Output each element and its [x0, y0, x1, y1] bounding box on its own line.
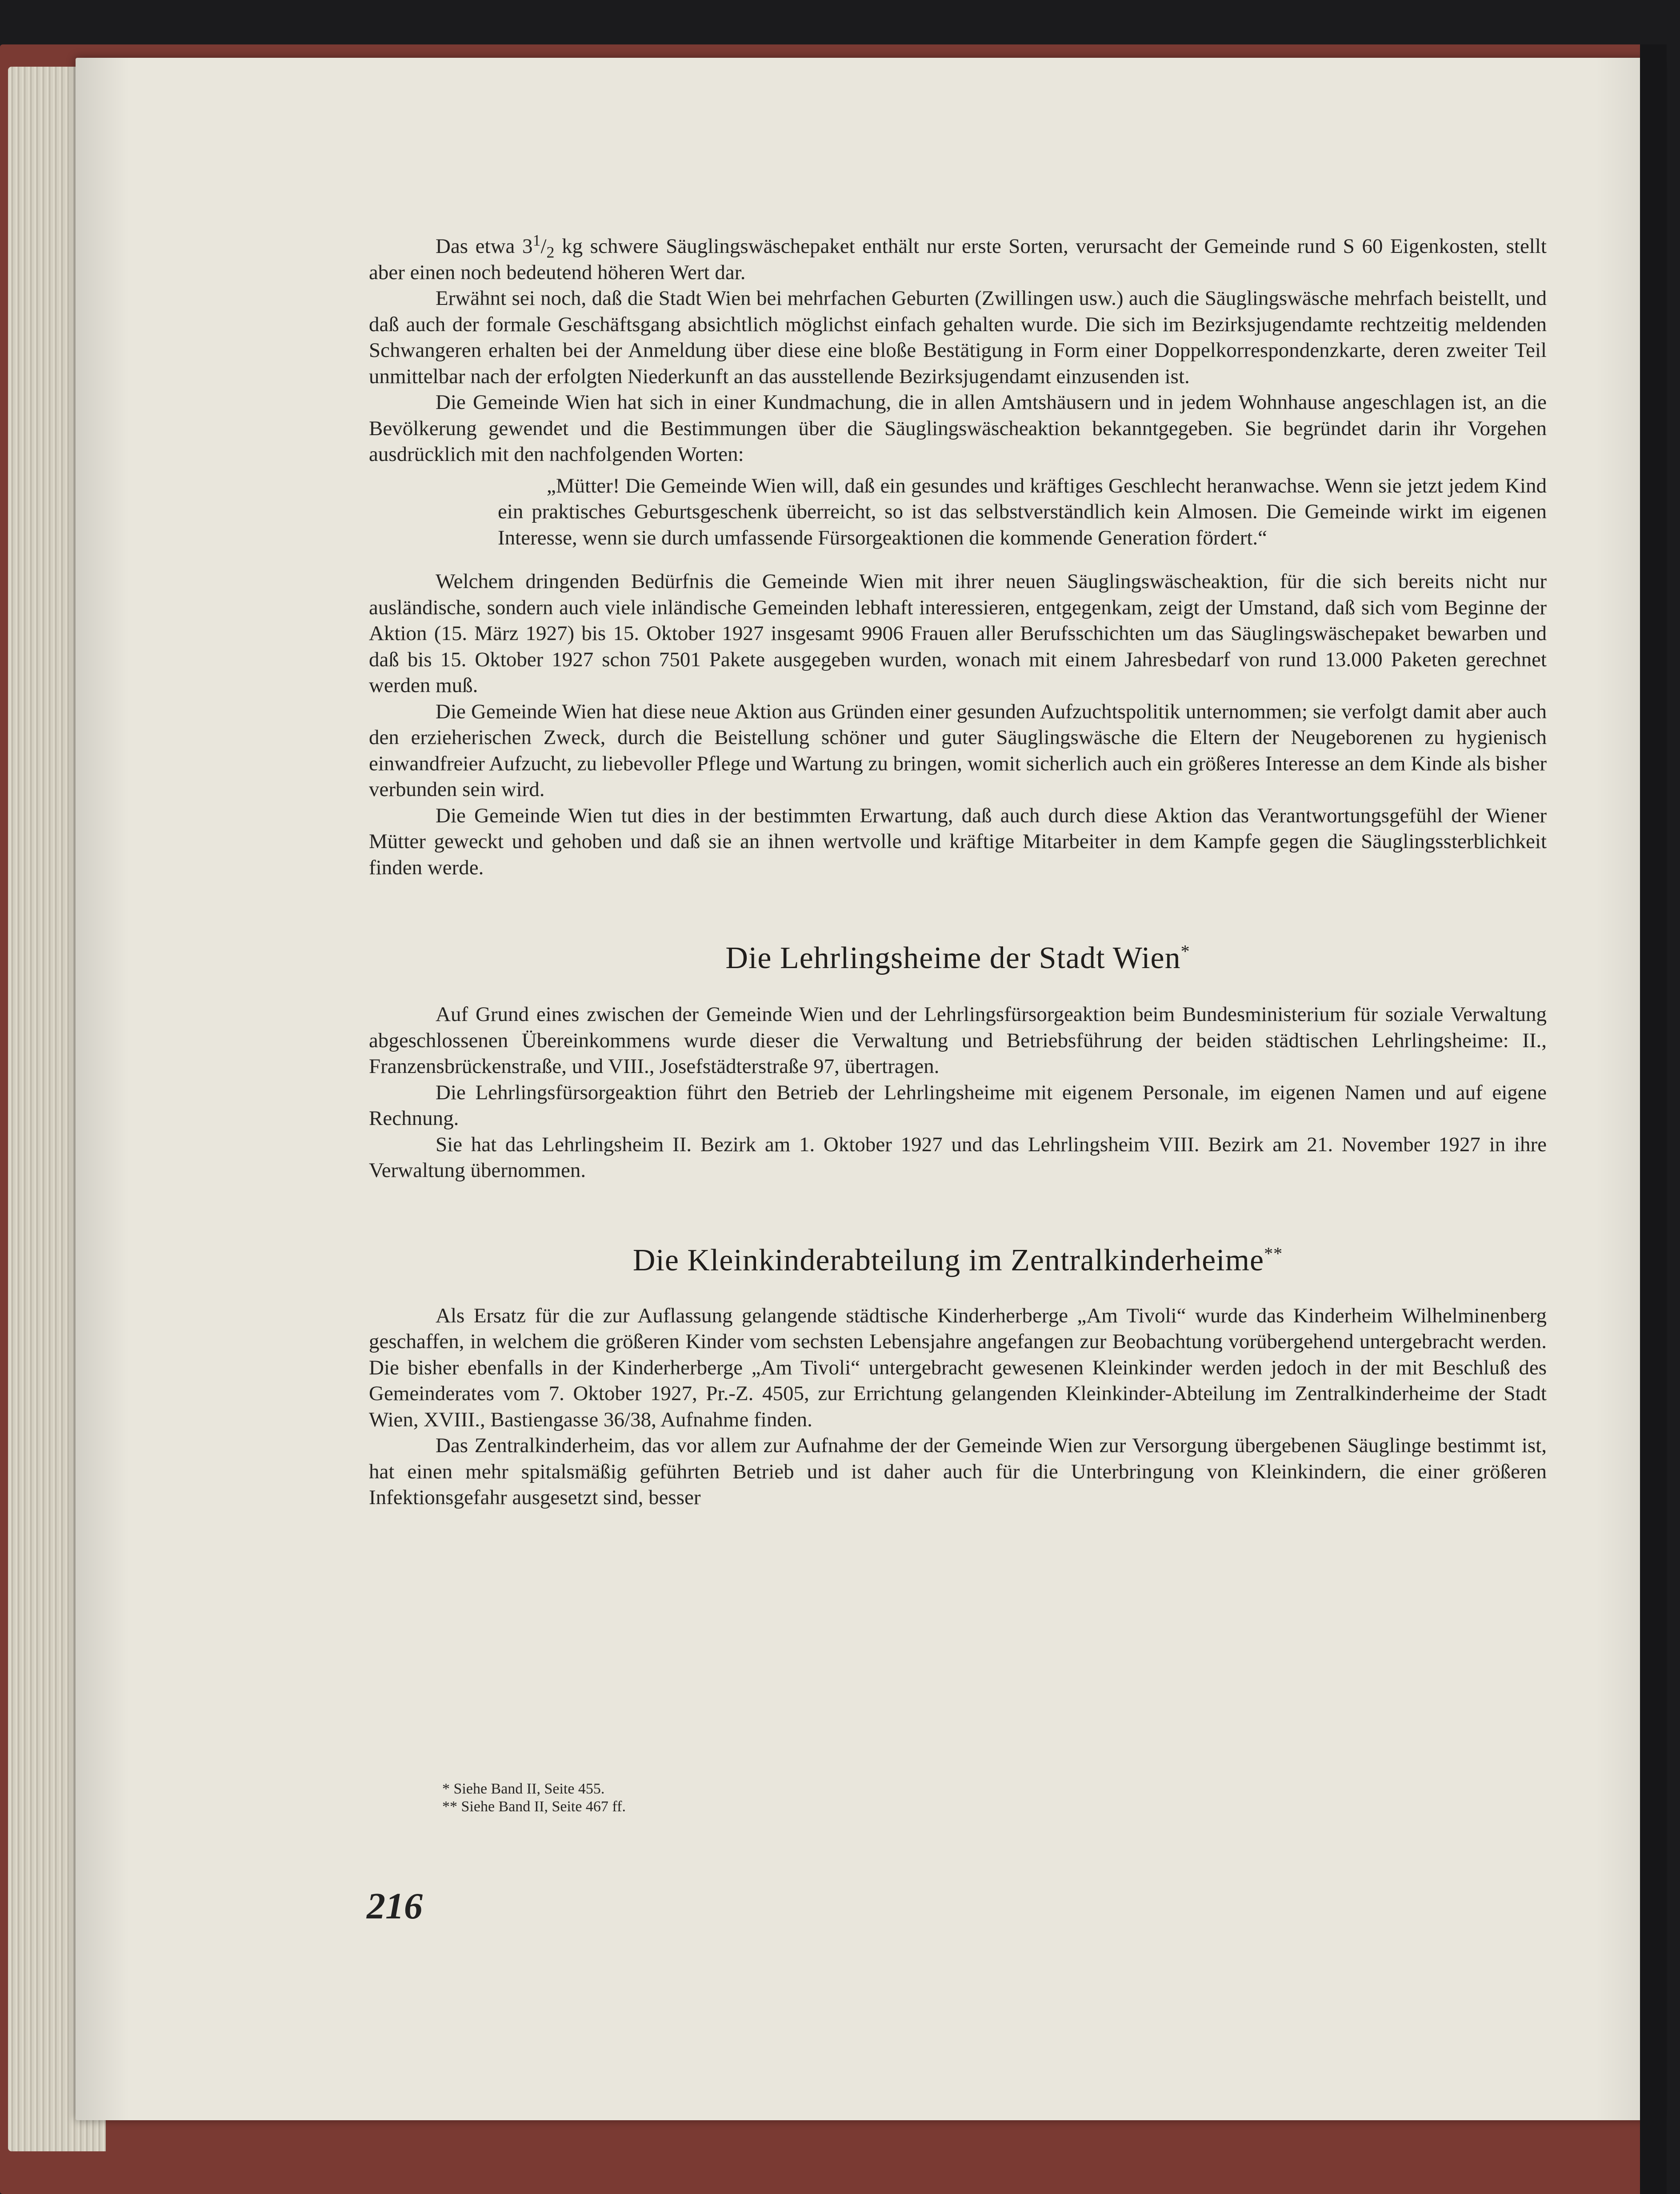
paragraph-erwartung: Die Gemeinde Wien tut dies in der bestimmten Erwartung, daß auch durch diese Aktion das Verantwortungsgefühl der Wiener Mütter geweckt und gehoben und daß sie an ihnen wertvolle und kräftige Mitarbeiter in dem Kampfe gegen die Säuglingssterblichkeit finden werde.: [369, 804, 1547, 879]
paragraph-kleinkinder-1: Als Ersatz für die zur Auflassung gelangende städtische Kinderherberge „Am Tivoli“ wurde das Kinderheim Wilhelminenberg geschaffen, in welchem die größeren Kinder vom sechsten Lebensjahre angefangen zur Beobachtung vorübergehend untergebracht werden. Die bisher ebenfalls in der Kinderherberge „Am Tivoli“ untergebracht gewesenen Kleinkinder werden jedoch in der mit Beschluß des Gemeinderates vom 7. Oktober 1927, Pr.-Z. 4505, zur Errichtung gelangenden Kleinkinder-Abteilung im Zentralkinderheime der Stadt Wien, XVIII., Bastiengasse 36/38, Aufnahme finden.: [369, 1304, 1547, 1431]
section-heading-wrap-2: [369, 1241, 1547, 1281]
paragraph-aufzuchtspolitik: Die Gemeinde Wien hat diese neue Aktion aus Gründen einer gesunden Aufzuchtspolitik unternommen; sie verfolgt damit aber auch den erzieherischen Zweck, durch die Beistellung schöner und guter Säuglingswäsche die Eltern der Neugeborenen zu hygienisch einwandfreier Aufzucht, zu liebevoller Pflege und Wartung zu bringen, womit sicherlich auch ein größeres Interesse an dem Kinde als bisher verbunden sein wird.: [369, 700, 1547, 801]
footnote-2: ** Siehe Band II, Seite 467 ff.: [442, 1798, 626, 1815]
paragraph-lehrlingsheime-3: Sie hat das Lehrlingsheim II. Bezirk am 1. Oktober 1927 und das Lehrlingsheim VIII. Bezirk am 21. November 1927 in ihre Verwaltung übernommen.: [369, 1133, 1547, 1182]
page-number: 216: [367, 1886, 423, 1927]
section-heading-wrap-1: [369, 938, 1547, 978]
footnotes: [442, 1780, 626, 1816]
section-heading-lehrlingsheime: Die Lehrlingsheime der Stadt Wien*: [725, 941, 1190, 975]
quote-text: „Mütter! Die Gemeinde Wien will, daß ein gesundes und kräftiges Geschlecht heranwachse. Wenn sie jetzt jedem Kind ein praktisches Geburtsgeschenk überreicht, so ist das selbstverständlich kein Almosen. Die Gemeinde wirkt im eigenen Interesse, wenn sie durch umfassende Fürsorgeaktionen die kommende Generation fördert.“: [498, 474, 1547, 549]
page-content: [369, 233, 1547, 1511]
section-heading-kleinkinderabteilung: Die Kleinkinderabteilung im Zentralkinderheime**: [632, 1243, 1283, 1277]
paragraph-lehrlingsheime-2: Die Lehrlingsfürsorgeaktion führt den Betrieb der Lehrlingsheime mit eigenem Personale, im eigenen Namen und auf eigene Rechnung.: [369, 1081, 1547, 1130]
paragraph-kleinkinder-2: Das Zentralkinderheim, das vor allem zur Aufnahme der der Gemeinde Wien zur Versorgung übergebenen Säuglinge bestimmt ist, hat einen mehr spitalsmäßig geführten Betrieb und ist daher auch für die Unterbringung von Kleinkindern, die einer größeren Infektionsgefahr ausgesetzt sind, besser: [369, 1434, 1547, 1509]
paragraph-mehrfachgeburten: Erwähnt sei noch, daß die Stadt Wien bei mehrfachen Geburten (Zwillingen usw.) auch die Säuglingswäsche mehrfach beistellt, und daß auch der formale Geschäftsgang absichtlich möglichst einfach gehalten wurde. Die sich im Bezirksjugendamte rechtzeitig meldenden Schwangeren erhalten bei der Anmeldung über diese eine bloße Bestätigung in Form einer Doppelkorrespondenzkarte, deren zweiter Teil unmittelbar nach der erfolgten Niederkunft an das ausstellende Bezirksjugendamt einzusenden ist.: [369, 287, 1547, 388]
quote-block: [498, 473, 1547, 551]
paragraph-beduerfnis: Welchem dringenden Bedürfnis die Gemeinde Wien mit ihrer neuen Säuglingswäscheaktion, für die sich bereits nicht nur ausländische, sondern auch viele inländische Gemeinden lebhaft interessieren, entgegenkam, zeigt der Umstand, daß sich vom Beginne der Aktion (15. März 1927) bis 15. Oktober 1927 insgesamt 9906 Frauen aller Berufsschichten um das Säuglingswäschepaket bewarben und daß bis 15. Oktober 1927 schon 7501 Pakete ausgegeben wurden, wonach mit einem Jahresbedarf von rund 13.000 Paketen gerechnet werden muß.: [369, 570, 1547, 697]
paragraph-kundmachung: Die Gemeinde Wien hat sich in einer Kundmachung, die in allen Amtshäusern und in jedem Wohnhause angeschlagen ist, an die Bevölkerung gewendet und die Bestimmungen über die Säuglingswäscheaktion bekanntgegeben. Sie begründet darin ihr Vorgehen ausdrücklich mit den nachfolgenden Worten:: [369, 391, 1547, 466]
paragraph-paket: Das etwa $3^1/_2$ kg schwere Säuglingswäschepaket enthält nur erste Sorten, verursacht der Gemeinde rund S 60 Eigenkosten, stellt aber einen noch bedeutend höheren Wert dar.: [369, 231, 1547, 284]
background-edge: [1640, 44, 1667, 2194]
paragraph-lehrlingsheime-1: Auf Grund eines zwischen der Gemeinde Wien und der Lehrlingsfürsorgeaktion beim Bundesministerium für soziale Verwaltung abgeschlossenen Übereinkommens wurde dieser die Verwaltung und Betriebsführung der beiden städtischen Lehrlingsheime: II., Franzensbrückenstraße, und VIII., Josefstädterstraße 97, übertragen.: [369, 1003, 1547, 1078]
footnote-mark-2: **: [1264, 1243, 1283, 1264]
footnote-mark-1: *: [1180, 941, 1190, 961]
footnote-1: * Siehe Band II, Seite 455.: [442, 1781, 605, 1797]
